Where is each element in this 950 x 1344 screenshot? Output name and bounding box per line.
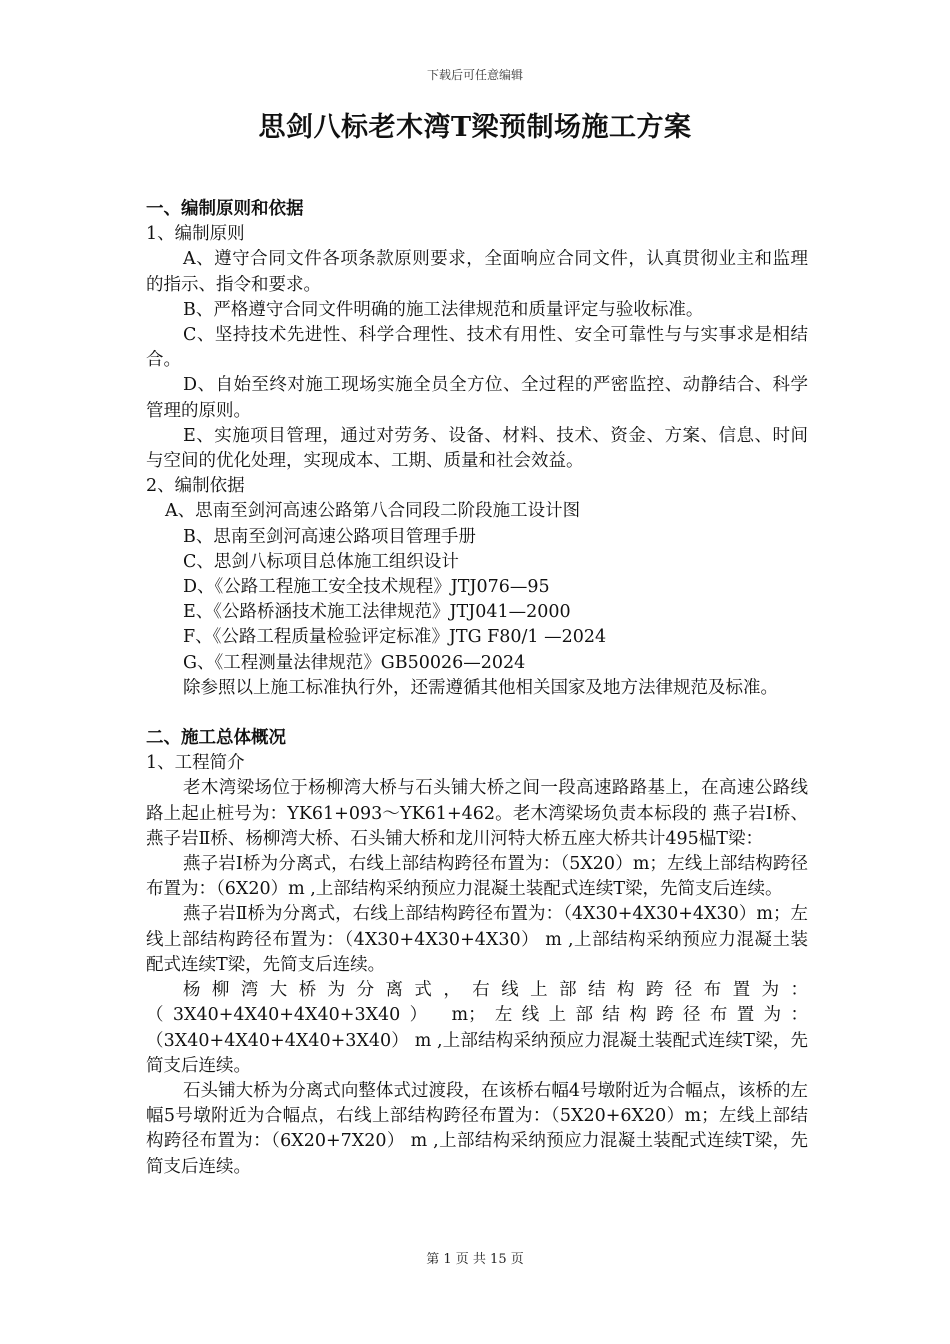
- principle-a: A、遵守合同文件各项条款原则要求，全面响应合同文件，认真贯彻业主和监理的指示、指令和要求。: [146, 249, 808, 295]
- overview-paragraph-1: 老木湾梁场位于杨柳湾大桥与石头铺大桥之间一段高速路路基上，在高速公路线路上起止桩号为：YK61+093～YK61+462。老木湾梁场负责本标段的 燕子岩Ⅰ桥、燕子岩Ⅱ桥、杨柳湾大桥、石头铺大桥和龙川河特大桥五座大桥共计495榀T梁：: [146, 778, 808, 849]
- section-spacer: [146, 701, 808, 726]
- document-title: 思剑八标老木湾T梁预制场施工方案: [258, 112, 692, 143]
- subheading-principles: 1、编制原则: [146, 224, 245, 245]
- principle-e: E、实施项目管理，通过对劳务、设备、材料、技术、资金、方案、信息、时间与空间的优化处理，实现成本、工期、质量和社会效益。: [146, 425, 808, 472]
- page-footer-number: 第 1 页 共 15 页: [426, 1252, 524, 1267]
- overview-paragraph-5: 石头铺大桥为分离式向整体式过渡段，在该桥右幅4号墩附近为合幅点，该桥的左幅5号墩附近为合幅点，右线上部结构跨径布置为：（5X20+6X20）m；左线上部结构跨径布置为：（6X20+7X20） m ,上部结构采纳预应力混凝土装配式连续T梁，先简支后连续。: [146, 1080, 808, 1177]
- basis-note: 除参照以上施工标准执行外，还需遵循其他相关国家及地方法律规范及标准。: [183, 677, 778, 698]
- section-heading-2: 二、施工总体概况: [146, 728, 286, 749]
- basis-d: D、《公路工程施工安全技术规程》JTJ076—95: [183, 577, 550, 598]
- overview-paragraph-3: 燕子岩Ⅱ桥为分离式，右线上部结构跨径布置为：（4X30+4X30+4X30）m；左线上部结构跨径布置为：（4X30+4X30+4X30） m ,上部结构采纳预应力混凝土装配式连续T梁，先简支后连续。: [146, 904, 808, 975]
- page-header-note: 下载后可任意编辑: [426, 68, 523, 82]
- principle-b: B、严格遵守合同文件明确的施工法律规范和质量评定与验收标准。: [183, 299, 704, 320]
- document-body: [146, 197, 808, 1180]
- section-heading-1: 一、编制原则和依据: [146, 199, 304, 219]
- basis-c: C、思剑八标项目总体施工组织设计: [183, 551, 459, 572]
- basis-g: G、《工程测量法律规范》GB50026—2024: [183, 652, 526, 673]
- principle-d: D、自始至终对施工现场实施全员全方位、全过程的严密监控、动静结合、科学管理的原则。: [146, 375, 808, 421]
- basis-b: B、思南至剑河高速公路项目管理手册: [183, 526, 476, 547]
- principle-c: C、坚持技术先进性、科学合理性、技术有用性、安全可靠性与与实事求是相结合。: [146, 325, 808, 371]
- subheading-overview: 1、工程简介: [146, 753, 245, 774]
- basis-e: E、《公路桥涵技术施工法律规范》JTJ041—2000: [183, 602, 571, 623]
- subheading-basis: 2、编制依据: [146, 476, 245, 497]
- overview-paragraph-2: 燕子岩Ⅰ桥为分离式，右线上部结构跨径布置为：（5X20）m；左线上部结构跨径布置为：（6X20）m ,上部结构采纳预应力混凝土装配式连续T梁，先简支后连续。: [146, 854, 808, 900]
- basis-a: A、思南至剑河高速公路第八合同段二阶段施工设计图: [165, 501, 581, 522]
- basis-f: F、《公路工程质量检验评定标准》JTG F80/1 —2024: [183, 627, 607, 648]
- overview-paragraph-4: 杨柳湾大桥为分离式，右线上部结构跨径布置为：（3X40+4X40+4X40+3X40） m；左线上部结构跨径布置为：（3X40+4X40+4X40+3X40） m ,上部结构采纳预应力混凝土装配式连续T梁，先简支后连续。: [146, 980, 808, 1076]
